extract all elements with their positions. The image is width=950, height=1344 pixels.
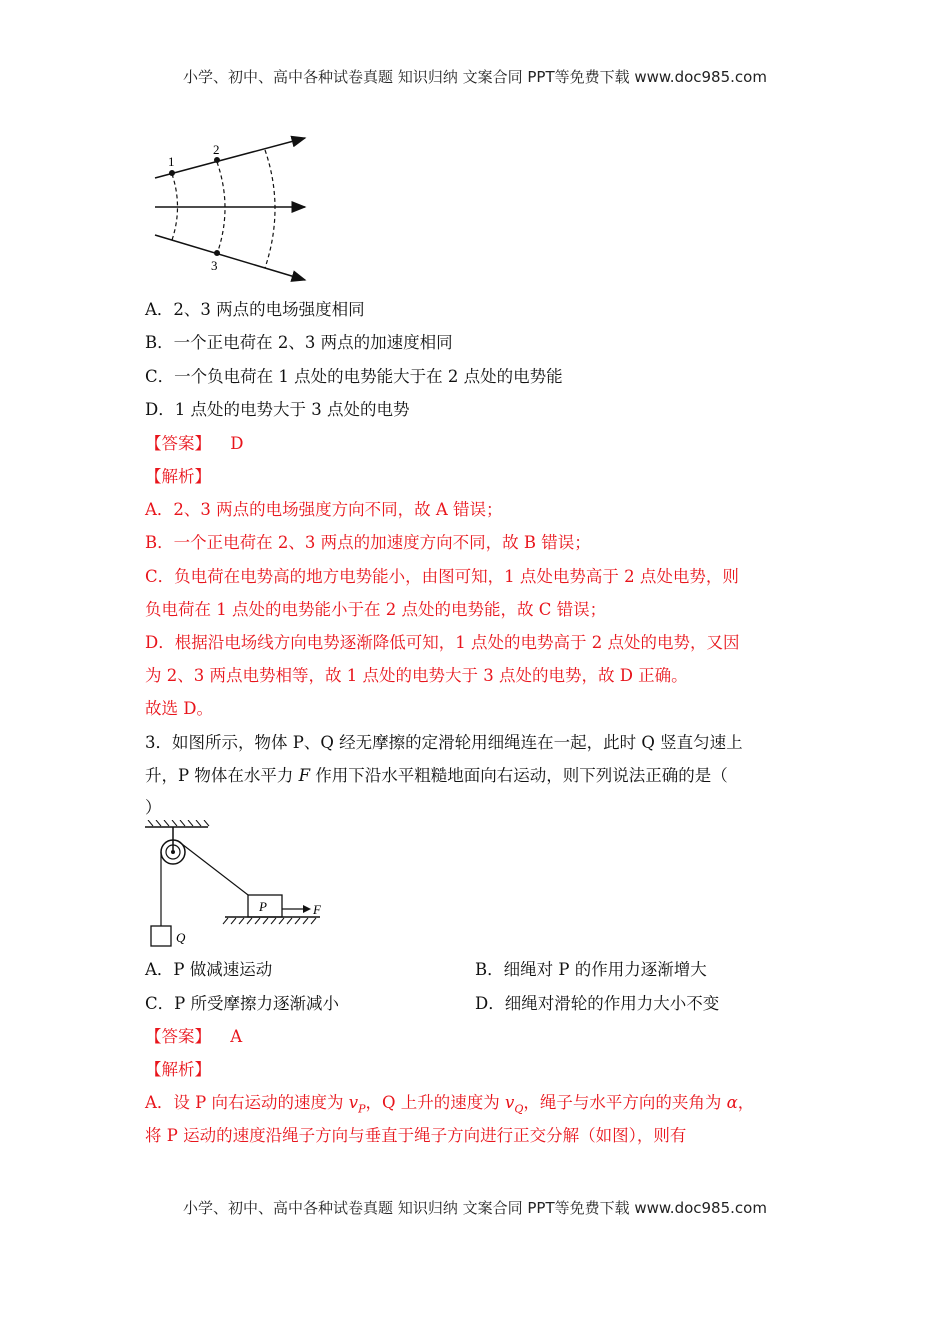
q2-option-b: B．一个正电荷在 2、3 两点的加速度相同: [145, 333, 453, 352]
q2-option-a: A．2、3 两点的电场强度相同: [145, 300, 365, 319]
q2-analysis-label: 【解析】: [145, 467, 211, 486]
ground-hatch: [223, 918, 316, 924]
q2-answer-value: D: [230, 434, 244, 453]
point-1-label: 1: [168, 154, 175, 169]
q3-analysis-label: 【解析】: [145, 1060, 211, 1079]
electric-field-figure: [145, 128, 315, 288]
field-line-bottom: [155, 235, 305, 280]
point-3-dot: [214, 250, 220, 256]
velocity-p-symbol: v: [348, 1093, 359, 1112]
label-q: Q: [176, 930, 186, 945]
q2-answer: [145, 433, 243, 455]
page-header: 小学、初中、高中各种试卷真题 知识归纳 文案合同 PPT等免费下载 www.doc985.com: [183, 68, 767, 86]
q3-analysis-part1: A．设 P 向右运动的速度为: [145, 1093, 349, 1112]
q3-stem-part1: 升，P 物体在水平力: [145, 766, 299, 785]
label-f: F: [313, 902, 321, 917]
point-1-dot: [169, 170, 175, 176]
velocity-p-subscript: P: [358, 1102, 366, 1116]
field-line-top: [155, 138, 305, 178]
q3-option-b: B．细绳对 P 的作用力逐渐增大: [475, 960, 707, 979]
q2-conclusion: 故选 D。: [145, 699, 213, 718]
q3-stem-part2: 作用下沿水平粗糙地面向右运动，则下列说法正确的是（: [310, 766, 728, 785]
q3-option-d: D．细绳对滑轮的作用力大小不变: [475, 994, 720, 1013]
rope-slanted: [178, 841, 252, 898]
q2-analysis-d1: D．根据沿电场线方向电势逐渐降低可知，1 点处的电势高于 2 点处的电势，又因: [145, 633, 740, 652]
equipotential-line-2: [217, 162, 225, 254]
q2-option-d: D．1 点处的电势大于 3 点处的电势: [145, 400, 410, 419]
ceiling-hatch: [148, 820, 209, 826]
velocity-q-symbol: v: [505, 1093, 515, 1112]
q3-analysis-part4: ，: [737, 1093, 755, 1112]
q2-analysis-c2: 负电荷在 1 点处的电势能小于在 2 点处的电势能，故 C 错误；: [145, 600, 607, 619]
point-2-label: 2: [213, 142, 220, 157]
label-p: P: [259, 899, 267, 914]
q3-answer: [145, 1026, 242, 1048]
q2-option-c: C．一个负电荷在 1 点处的电势能大于在 2 点处的电势能: [145, 367, 563, 386]
q2-analysis-b: B．一个正电荷在 2、3 两点的加速度方向不同，故 B 错误；: [145, 533, 591, 552]
q3-option-c: C．P 所受摩擦力逐渐减小: [145, 994, 339, 1013]
q3-answer-label: 【答案】: [145, 1027, 211, 1046]
q3-answer-value: A: [230, 1027, 243, 1046]
q3-analysis-part3: ，绳子与水平方向的夹角为: [523, 1093, 727, 1112]
q2-analysis-a: A．2、3 两点的电场强度方向不同，故 A 错误；: [145, 500, 503, 519]
velocity-q-subscript: Q: [514, 1102, 524, 1116]
point-3-label: 3: [211, 258, 218, 273]
equipotential-line-3: [265, 150, 275, 268]
q3-stem-line2: [145, 765, 728, 787]
q2-answer-label: 【答案】: [145, 434, 211, 453]
q3-option-a: A．P 做减速运动: [145, 960, 273, 979]
page-footer: 小学、初中、高中各种试卷真题 知识归纳 文案合同 PPT等免费下载 www.doc985.com: [183, 1199, 767, 1217]
q3-analysis-line2: 将 P 运动的速度沿绳子方向与垂直于绳子方向进行正交分解（如图），则有: [145, 1126, 687, 1145]
q3-stem-line1: 3．如图所示，物体 P、Q 经无摩擦的定滑轮用细绳连在一起，此时 Q 竖直匀速上: [145, 733, 743, 752]
q2-analysis-d2: 为 2、3 两点电势相等，故 1 点处的电势大于 3 点处的电势，故 D 正确。: [145, 666, 688, 685]
q3-stem-force-symbol: F: [298, 766, 311, 785]
q3-analysis-part2: ，Q 上升的速度为: [365, 1093, 506, 1112]
point-2-dot: [214, 157, 220, 163]
q2-analysis-c1: C．负电荷在电势高的地方电势能小，由图可知，1 点处电势高于 2 点处电势，则: [145, 567, 739, 586]
alpha-symbol: α: [726, 1093, 738, 1112]
block-q: [151, 926, 171, 946]
q3-analysis-line1: [145, 1092, 754, 1120]
pulley-axle: [171, 850, 175, 854]
q3-stem-line3: ）: [145, 798, 162, 817]
pulley-figure: [140, 820, 340, 950]
